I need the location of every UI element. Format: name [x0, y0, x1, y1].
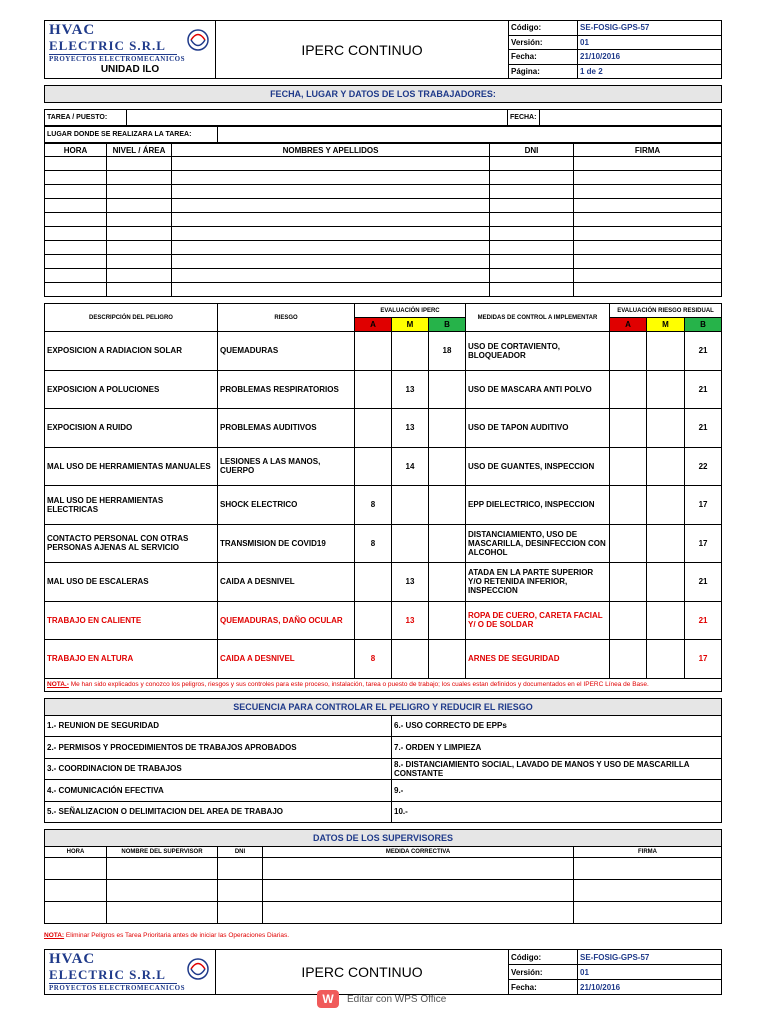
- hazard-description: CONTACTO PERSONAL CON OTRAS PERSONAS AJENAS AL SERVICIO: [45, 524, 218, 563]
- hazard-row: [45, 601, 722, 640]
- residual-b-value: 17: [685, 524, 722, 563]
- hazard-risk: PROBLEMAS AUDITIVOS: [218, 409, 355, 448]
- code-value: SE-FOSIG-GPS-57: [578, 21, 722, 36]
- residual-a-value: [610, 563, 647, 602]
- logo-emblem-icon: [183, 25, 213, 55]
- sequence-step-left: 3.- COORDINACION DE TRABAJOS: [45, 758, 392, 780]
- worker-row[interactable]: [45, 283, 722, 297]
- workers-section: [44, 85, 722, 103]
- sup-col-medida: MEDIDA CORRECTIVA: [263, 847, 574, 858]
- eval-b-value: [429, 370, 466, 409]
- hazard-row: [45, 524, 722, 563]
- residual-m-value: [647, 409, 685, 448]
- residual-b-value: 22: [685, 447, 722, 486]
- sup-col-firma: FIRMA: [574, 847, 722, 858]
- control-measure: USO DE CORTAVIENTO, BLOQUEADOR: [466, 332, 610, 371]
- control-measure: EPP DIELECTRICO, INSPECCION: [466, 486, 610, 525]
- residual-a-value: [610, 370, 647, 409]
- sequence-row: [45, 737, 722, 759]
- worker-row[interactable]: [45, 269, 722, 283]
- residual-a-value: [610, 332, 647, 371]
- worker-row[interactable]: [45, 227, 722, 241]
- hazard-row: [45, 563, 722, 602]
- task-field[interactable]: [127, 110, 508, 126]
- eval-a-value: [355, 332, 392, 371]
- residual-m-value: [647, 370, 685, 409]
- task-label: TAREA / PUESTO:: [45, 110, 127, 126]
- eval-b-value: [429, 447, 466, 486]
- hazard-row: [45, 640, 722, 679]
- iperc-sheet: [44, 20, 721, 995]
- control-measure: USO DE TAPON AUDITIVO: [466, 409, 610, 448]
- code2-label: Código:: [509, 950, 578, 965]
- residual-m-value: [647, 486, 685, 525]
- logo2-text-line1: HVAC: [49, 951, 96, 967]
- residual-m-header: M: [647, 318, 685, 332]
- hazard-row: [45, 486, 722, 525]
- version-label: Versión:: [509, 35, 578, 50]
- logo2-emblem-icon: [183, 954, 213, 984]
- eval-a-value: 8: [355, 524, 392, 563]
- worker-row[interactable]: [45, 255, 722, 269]
- worker-row[interactable]: [45, 241, 722, 255]
- code2-value: SE-FOSIG-GPS-57: [578, 950, 722, 965]
- eval-m-value: 13: [392, 370, 429, 409]
- supervisors-band: DATOS DE LOS SUPERVISORES: [45, 830, 722, 847]
- residual-b-value: 21: [685, 370, 722, 409]
- logo2-text-line2: ELECTRIC S.R.L: [49, 967, 166, 982]
- supervisor-row[interactable]: [45, 880, 722, 902]
- date2-value: 21/10/2016: [578, 980, 722, 995]
- supervisor-row[interactable]: [45, 902, 722, 924]
- hazards-table: [44, 303, 722, 692]
- hazard-description: TRABAJO EN CALIENTE: [45, 601, 218, 640]
- worker-row[interactable]: [45, 171, 722, 185]
- hazard-row: [45, 370, 722, 409]
- worker-row[interactable]: [45, 185, 722, 199]
- residual-b-header: B: [685, 318, 722, 332]
- sequence-step-right: 10.-: [392, 801, 722, 823]
- footer-note: [44, 932, 721, 939]
- date-field-label: FECHA:: [508, 110, 540, 126]
- hazard-description: MAL USO DE HERRAMIENTAS MANUALES: [45, 447, 218, 486]
- sequence-band: SECUENCIA PARA CONTROLAR EL PELIGRO Y REDUCIR EL RIESGO: [45, 698, 722, 715]
- col-hora: HORA: [45, 144, 107, 157]
- hazard-risk: CAIDA A DESNIVEL: [218, 563, 355, 602]
- residual-m-value: [647, 524, 685, 563]
- hazard-row: [45, 447, 722, 486]
- supervisors-header-row: [45, 847, 722, 858]
- workers-table: [44, 143, 722, 297]
- col-evaluacion-iperc: EVALUACIÓN IPERC: [355, 304, 466, 318]
- hazard-risk: PROBLEMAS RESPIRATORIOS: [218, 370, 355, 409]
- place-fields: [44, 126, 722, 143]
- residual-m-value: [647, 601, 685, 640]
- note-text: Me han sido explicados y conozco los peligros, riesgos y sus controles para este proceso, instalación, tarea o puesto de trabajo; los cuales estan definidos y documentados en el IPERC Línea de Base.: [68, 680, 649, 688]
- eval-b-header: B: [429, 318, 466, 332]
- supervisor-row[interactable]: [45, 858, 722, 880]
- col-riesgo-residual: EVALUACIÓN RIESGO RESIDUAL: [610, 304, 722, 318]
- hazards-note: [45, 678, 722, 691]
- residual-b-value: 21: [685, 563, 722, 602]
- residual-a-value: [610, 409, 647, 448]
- hazard-risk: CAIDA A DESNIVEL: [218, 640, 355, 679]
- version2-value: 01: [578, 965, 722, 980]
- eval-a-header: A: [355, 318, 392, 332]
- hazard-risk: QUEMADURAS: [218, 332, 355, 371]
- wps-logo-icon: W: [317, 990, 339, 1008]
- eval-m-header: M: [392, 318, 429, 332]
- col-firma: FIRMA: [574, 144, 722, 157]
- hazard-risk: LESIONES A LAS MANOS, CUERPO: [218, 447, 355, 486]
- sup-col-dni: DNI: [218, 847, 263, 858]
- sequence-step-left: 4.- COMUNICACIÓN EFECTIVA: [45, 780, 392, 802]
- residual-a-value: [610, 601, 647, 640]
- hazard-description: MAL USO DE HERRAMIENTAS ELECTRICAS: [45, 486, 218, 525]
- sup-col-hora: HORA: [45, 847, 107, 858]
- logo2-subtitle: PROYECTOS ELECTROMECANICOS: [49, 984, 185, 992]
- footer-note-label: NOTA:: [44, 932, 65, 939]
- hazard-risk: TRANSMISION DE COVID19: [218, 524, 355, 563]
- eval-m-value: 13: [392, 601, 429, 640]
- eval-b-value: [429, 601, 466, 640]
- task-fields: [44, 109, 722, 126]
- eval-m-value: 13: [392, 563, 429, 602]
- page-label: Página:: [509, 64, 578, 79]
- eval-a-value: 8: [355, 640, 392, 679]
- sequence-row: [45, 715, 722, 737]
- hazard-description: EXPOSICION A RADIACION SOLAR: [45, 332, 218, 371]
- hazard-risk: QUEMADURAS, DAÑO OCULAR: [218, 601, 355, 640]
- supervisors-table: [44, 829, 722, 924]
- sequence-step-right: 7.- ORDEN Y LIMPIEZA: [392, 737, 722, 759]
- date-value: 21/10/2016: [578, 50, 722, 65]
- eval-a-value: [355, 563, 392, 602]
- sequence-step-right: 8.- DISTANCIAMIENTO SOCIAL, LAVADO DE MANOS Y USO DE MASCARILLA CONSTANTE: [392, 758, 722, 780]
- eval-b-value: [429, 563, 466, 602]
- residual-b-value: 21: [685, 332, 722, 371]
- sequence-step-left: 1.- REUNION DE SEGURIDAD: [45, 715, 392, 737]
- sequence-row: [45, 801, 722, 823]
- document-title: IPERC CONTINUO: [216, 21, 509, 79]
- document-header-page2: [44, 949, 722, 995]
- residual-m-value: [647, 563, 685, 602]
- residual-a-value: [610, 486, 647, 525]
- residual-b-value: 21: [685, 601, 722, 640]
- eval-a-value: [355, 447, 392, 486]
- wps-watermark[interactable]: [317, 990, 477, 1008]
- sequence-step-left: 2.- PERMISOS Y PROCEDIMIENTOS DE TRABAJOS APROBADOS: [45, 737, 392, 759]
- col-dni: DNI: [490, 144, 574, 157]
- control-measure: USO DE MASCARA ANTI POLVO: [466, 370, 610, 409]
- eval-m-value: 13: [392, 409, 429, 448]
- col-riesgo: RIESGO: [218, 304, 355, 332]
- wps-edit-link[interactable]: Editar con WPS Office: [347, 993, 447, 1005]
- sequence-row: [45, 758, 722, 780]
- hazard-risk: SHOCK ELECTRICO: [218, 486, 355, 525]
- control-measure: USO DE GUANTES, INSPECCION: [466, 447, 610, 486]
- place-field[interactable]: [218, 127, 722, 143]
- eval-a-value: 8: [355, 486, 392, 525]
- residual-m-value: [647, 447, 685, 486]
- eval-a-value: [355, 409, 392, 448]
- col-medidas: MEDIDAS DE CONTROL A IMPLEMENTAR: [466, 304, 610, 332]
- worker-row[interactable]: [45, 157, 722, 171]
- version-value: 01: [578, 35, 722, 50]
- date-label: Fecha:: [509, 50, 578, 65]
- eval-m-value: [392, 640, 429, 679]
- document-title-page2: IPERC CONTINUO: [216, 950, 509, 995]
- hazard-description: MAL USO DE ESCALERAS: [45, 563, 218, 602]
- worker-row[interactable]: [45, 213, 722, 227]
- residual-b-value: 17: [685, 486, 722, 525]
- footer-note-text: Eliminar Peligros es Tarea Prioritaria antes de iniciar las Operaciones Diarias.: [64, 932, 290, 939]
- sequence-step-left: 5.- SEÑALIZACION O DELIMITACION DEL AREA DE TRABAJO: [45, 801, 392, 823]
- hazard-description: EXPOSICION A POLUCIONES: [45, 370, 218, 409]
- col-nombres: NOMBRES Y APELLIDOS: [172, 144, 490, 157]
- residual-a-value: [610, 524, 647, 563]
- eval-b-value: [429, 409, 466, 448]
- place-label: LUGAR DONDE SE REALIZARA LA TAREA:: [45, 127, 218, 143]
- hazard-description: TRABAJO EN ALTURA: [45, 640, 218, 679]
- col-peligro: DESCRIPCIÓN DEL PELIGRO: [45, 304, 218, 332]
- residual-a-header: A: [610, 318, 647, 332]
- eval-b-value: [429, 640, 466, 679]
- code-label: Código:: [509, 21, 578, 36]
- date2-label: Fecha:: [509, 980, 578, 995]
- workers-band: FECHA, LUGAR Y DATOS DE LOS TRABAJADORES:: [45, 86, 722, 103]
- unit-name: UNIDAD ILO: [100, 64, 160, 75]
- sequence-row: [45, 780, 722, 802]
- residual-b-value: 17: [685, 640, 722, 679]
- document-header: [44, 20, 722, 79]
- eval-a-value: [355, 601, 392, 640]
- page-value: 1 de 2: [578, 64, 722, 79]
- control-measure: DISTANCIAMIENTO, USO DE MASCARILLA, DESINFECCION CON ALCOHOL: [466, 524, 610, 563]
- sup-col-nombre: NOMBRE DEL SUPERVISOR: [107, 847, 218, 858]
- eval-a-value: [355, 370, 392, 409]
- version2-label: Versión:: [509, 965, 578, 980]
- residual-b-value: 21: [685, 409, 722, 448]
- residual-m-value: [647, 640, 685, 679]
- control-measure: ATADA EN LA PARTE SUPERIOR Y/O RETENIDA INFERIOR, INSPECCION: [466, 563, 610, 602]
- eval-m-value: [392, 332, 429, 371]
- eval-b-value: [429, 524, 466, 563]
- logo-text-line1: HVAC: [49, 22, 96, 38]
- sequence-table: [44, 698, 722, 824]
- worker-row[interactable]: [45, 199, 722, 213]
- hazard-row: [45, 332, 722, 371]
- residual-a-value: [610, 447, 647, 486]
- residual-m-value: [647, 332, 685, 371]
- date-field[interactable]: [540, 110, 722, 126]
- sequence-step-right: 9.-: [392, 780, 722, 802]
- eval-b-value: [429, 486, 466, 525]
- control-measure: ROPA DE CUERO, CARETA FACIAL Y/ O DE SOLDAR: [466, 601, 610, 640]
- logo-text-line2: ELECTRIC S.R.L: [49, 38, 166, 53]
- col-nivel-area: NIVEL / ÁREA: [107, 144, 172, 157]
- eval-b-value: 18: [429, 332, 466, 371]
- eval-m-value: [392, 486, 429, 525]
- workers-header-row: [45, 144, 722, 157]
- control-measure: ARNES DE SEGURIDAD: [466, 640, 610, 679]
- logo-subtitle: PROYECTOS ELECTROMECANICOS: [49, 55, 185, 63]
- eval-m-value: 14: [392, 447, 429, 486]
- company-logo-page2: [45, 950, 216, 995]
- sequence-step-right: 6.- USO CORRECTO DE EPPs: [392, 715, 722, 737]
- residual-a-value: [610, 640, 647, 679]
- eval-m-value: [392, 524, 429, 563]
- hazard-row: [45, 409, 722, 448]
- note-label: NOTA.-: [47, 680, 69, 688]
- company-logo: [45, 21, 216, 79]
- hazard-description: EXPOCISION A RUIDO: [45, 409, 218, 448]
